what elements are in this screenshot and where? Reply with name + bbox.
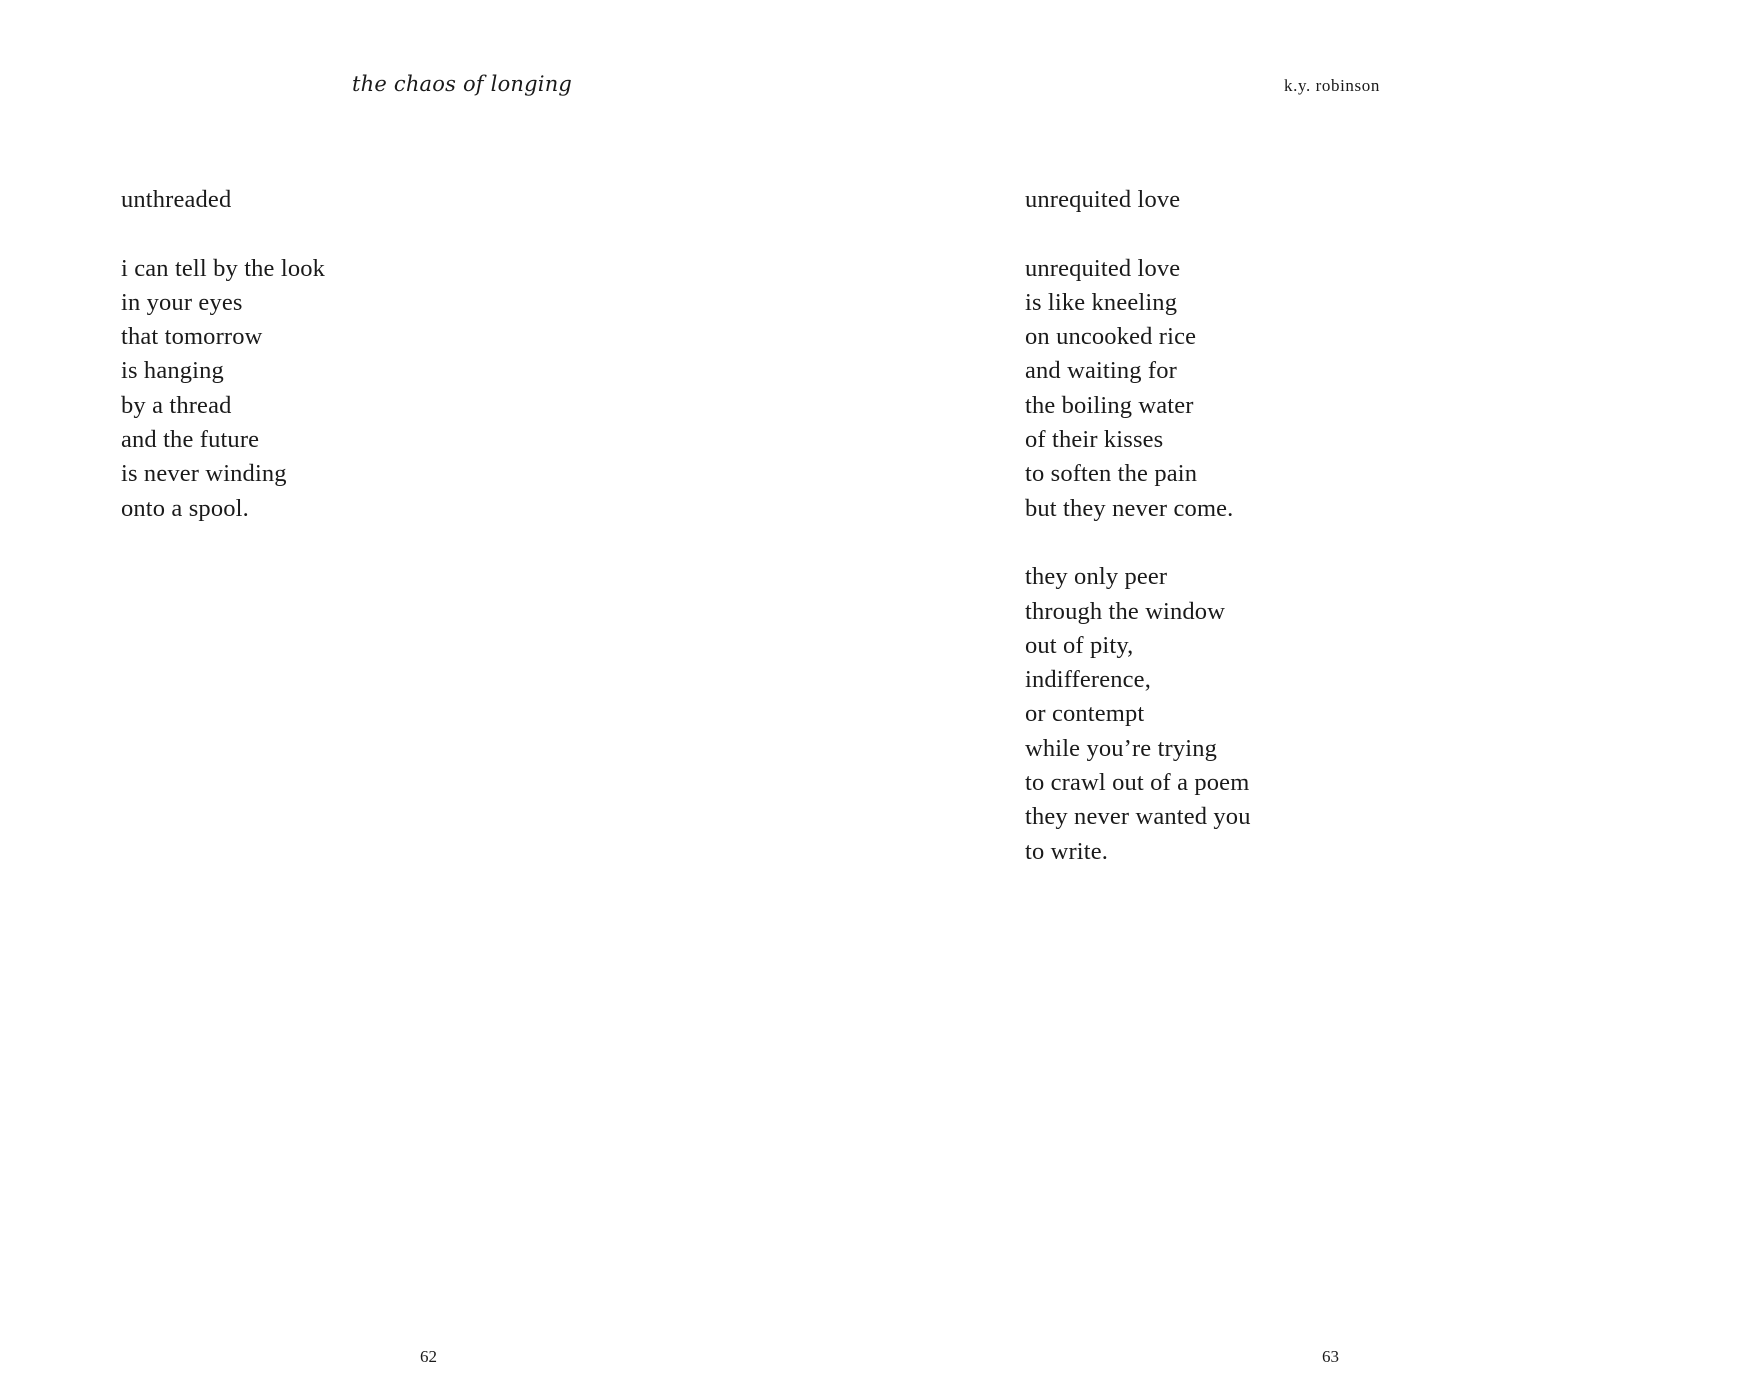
running-head-author: k.y. robinson <box>1284 76 1380 95</box>
poem-line: and waiting for <box>1025 357 1177 385</box>
poem-line: to crawl out of a poem <box>1025 769 1250 797</box>
poem-unrequited-love <box>1025 183 1545 869</box>
poem-line: unrequited love <box>1025 254 1181 282</box>
page-number: 63 <box>1322 1347 1339 1366</box>
poem-line: they never wanted you <box>1025 803 1251 831</box>
stanza <box>1025 560 1545 869</box>
poem-line: by a thread <box>121 391 232 419</box>
running-head-book-title: the chaos of longing <box>352 72 573 96</box>
poem-unthreaded <box>121 183 641 526</box>
poem-line: to write. <box>1025 837 1108 865</box>
right-page <box>875 0 1750 1400</box>
poem-line: through the window <box>1025 597 1226 625</box>
poem-line: on uncooked rice <box>1025 323 1197 351</box>
stanza <box>121 252 641 526</box>
poem-line: out of pity, <box>1025 631 1134 659</box>
poem-line: or contempt <box>1025 700 1145 728</box>
poem-line: of their kisses <box>1025 426 1164 454</box>
poem-line: indifference, <box>1025 666 1151 694</box>
poem-line: is hanging <box>121 357 224 385</box>
poem-title: unthreaded <box>121 186 232 213</box>
poem-line: the boiling water <box>1025 391 1194 419</box>
poem-line: is like kneeling <box>1025 288 1178 316</box>
stanza <box>1025 252 1545 526</box>
poem-line: while you’re trying <box>1025 734 1217 762</box>
poem-line: i can tell by the look <box>121 254 326 282</box>
poem-line: to soften the pain <box>1025 460 1198 488</box>
stanza-break <box>1025 526 1545 560</box>
poem-line: is never winding <box>121 460 287 488</box>
poem-line: in your eyes <box>121 288 243 316</box>
poem-line: but they never come. <box>1025 494 1234 522</box>
page-number: 62 <box>420 1347 437 1366</box>
poem-title: unrequited love <box>1025 186 1181 213</box>
poem-line: that tomorrow <box>121 323 263 351</box>
poem-line: they only peer <box>1025 563 1168 591</box>
poem-line: onto a spool. <box>121 494 249 522</box>
poem-line: and the future <box>121 426 260 454</box>
